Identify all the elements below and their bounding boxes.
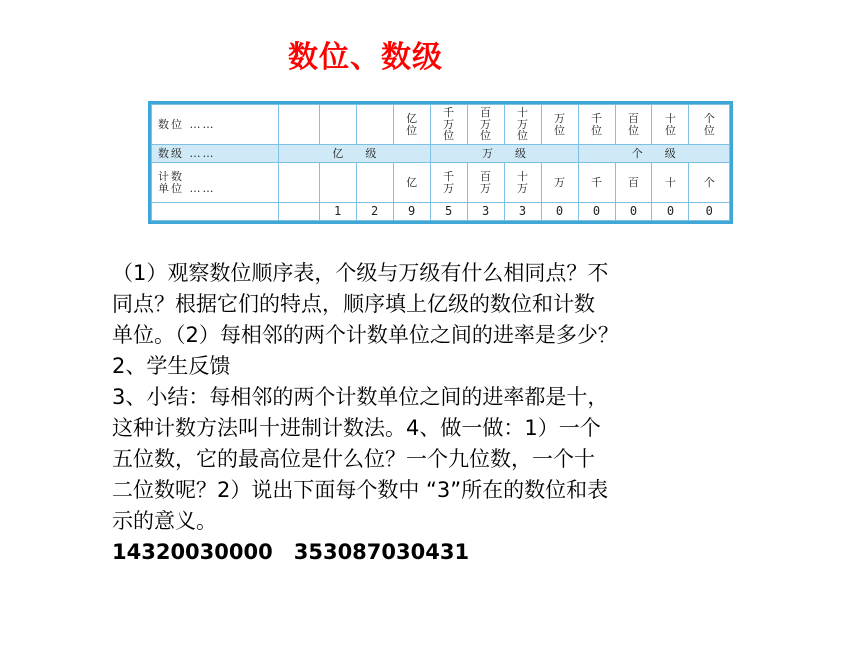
unit-cell: 亿: [393, 163, 430, 202]
number-examples: 14320030000 353087030431: [112, 540, 470, 564]
place-cell: 千 位: [578, 105, 615, 145]
level-row: [152, 145, 730, 163]
text-line: 2、学生反馈: [112, 354, 231, 378]
place-row: [152, 105, 730, 145]
digit-cell: 0: [578, 202, 615, 220]
text-line: 二位数呢？2）说出下面每个数中 “3”所在的数位和表: [112, 478, 609, 502]
text-line: 3、小结：每相邻的两个计数单位之间的进率都是十，: [112, 385, 609, 409]
digit-cell: 0: [541, 202, 578, 220]
text-line: 五位数，它的最高位是什么位？一个九位数，一个十: [112, 447, 595, 471]
place-row-label: 数位 ……: [152, 105, 279, 145]
place-value-table: [148, 101, 733, 224]
unit-cell: 十: [652, 163, 689, 202]
unit-cell: 百 万: [467, 163, 504, 202]
place-cell: 千 万 位: [430, 105, 467, 145]
digit-cell: 1: [319, 202, 356, 220]
unit-cell: 个: [689, 163, 730, 202]
place-cell: 个 位: [689, 105, 730, 145]
text-line: 示的意义。: [112, 509, 217, 533]
digit-cell: 0: [652, 202, 689, 220]
lesson-text: [112, 258, 822, 568]
place-cell: 百 万 位: [467, 105, 504, 145]
text-line: 单位。（2）每相邻的两个计数单位之间的进率是多少？: [112, 323, 619, 347]
place-cell: 亿 位: [393, 105, 430, 145]
level-cell: 亿 级: [279, 145, 430, 163]
unit-cell: 百: [615, 163, 652, 202]
text-line: 这种计数方法叫十进制计数法。4、做一做：1）一个: [112, 416, 601, 440]
place-cell: 万 位: [541, 105, 578, 145]
place-cell: 百 位: [615, 105, 652, 145]
level-row-label: 数级 ……: [152, 145, 279, 163]
digit-cell: 0: [615, 202, 652, 220]
text-line: （1）观察数位顺序表，个级与万级有什么相同点？不: [112, 261, 609, 285]
place-cell: 十 位: [652, 105, 689, 145]
digit-cell: 3: [467, 202, 504, 220]
digit-cell: 3: [504, 202, 541, 220]
unit-row-label: 计数 单位 ……: [152, 163, 279, 202]
digit-cell: 9: [393, 202, 430, 220]
unit-cell: 千 万: [430, 163, 467, 202]
digit-cell: 0: [689, 202, 730, 220]
digit-row: [152, 202, 730, 220]
text-line: 同点？根据它们的特点，顺序填上亿级的数位和计数: [112, 292, 595, 316]
page-title: 数位、数级: [288, 40, 443, 75]
unit-cell: 千: [578, 163, 615, 202]
unit-cell: 万: [541, 163, 578, 202]
unit-cell: 十 万: [504, 163, 541, 202]
digit-cell: 5: [430, 202, 467, 220]
level-cell: 万 级: [430, 145, 578, 163]
place-cell: 十 万 位: [504, 105, 541, 145]
digit-cell: 2: [356, 202, 393, 220]
level-cell: 个 级: [578, 145, 729, 163]
unit-row: [152, 163, 730, 202]
